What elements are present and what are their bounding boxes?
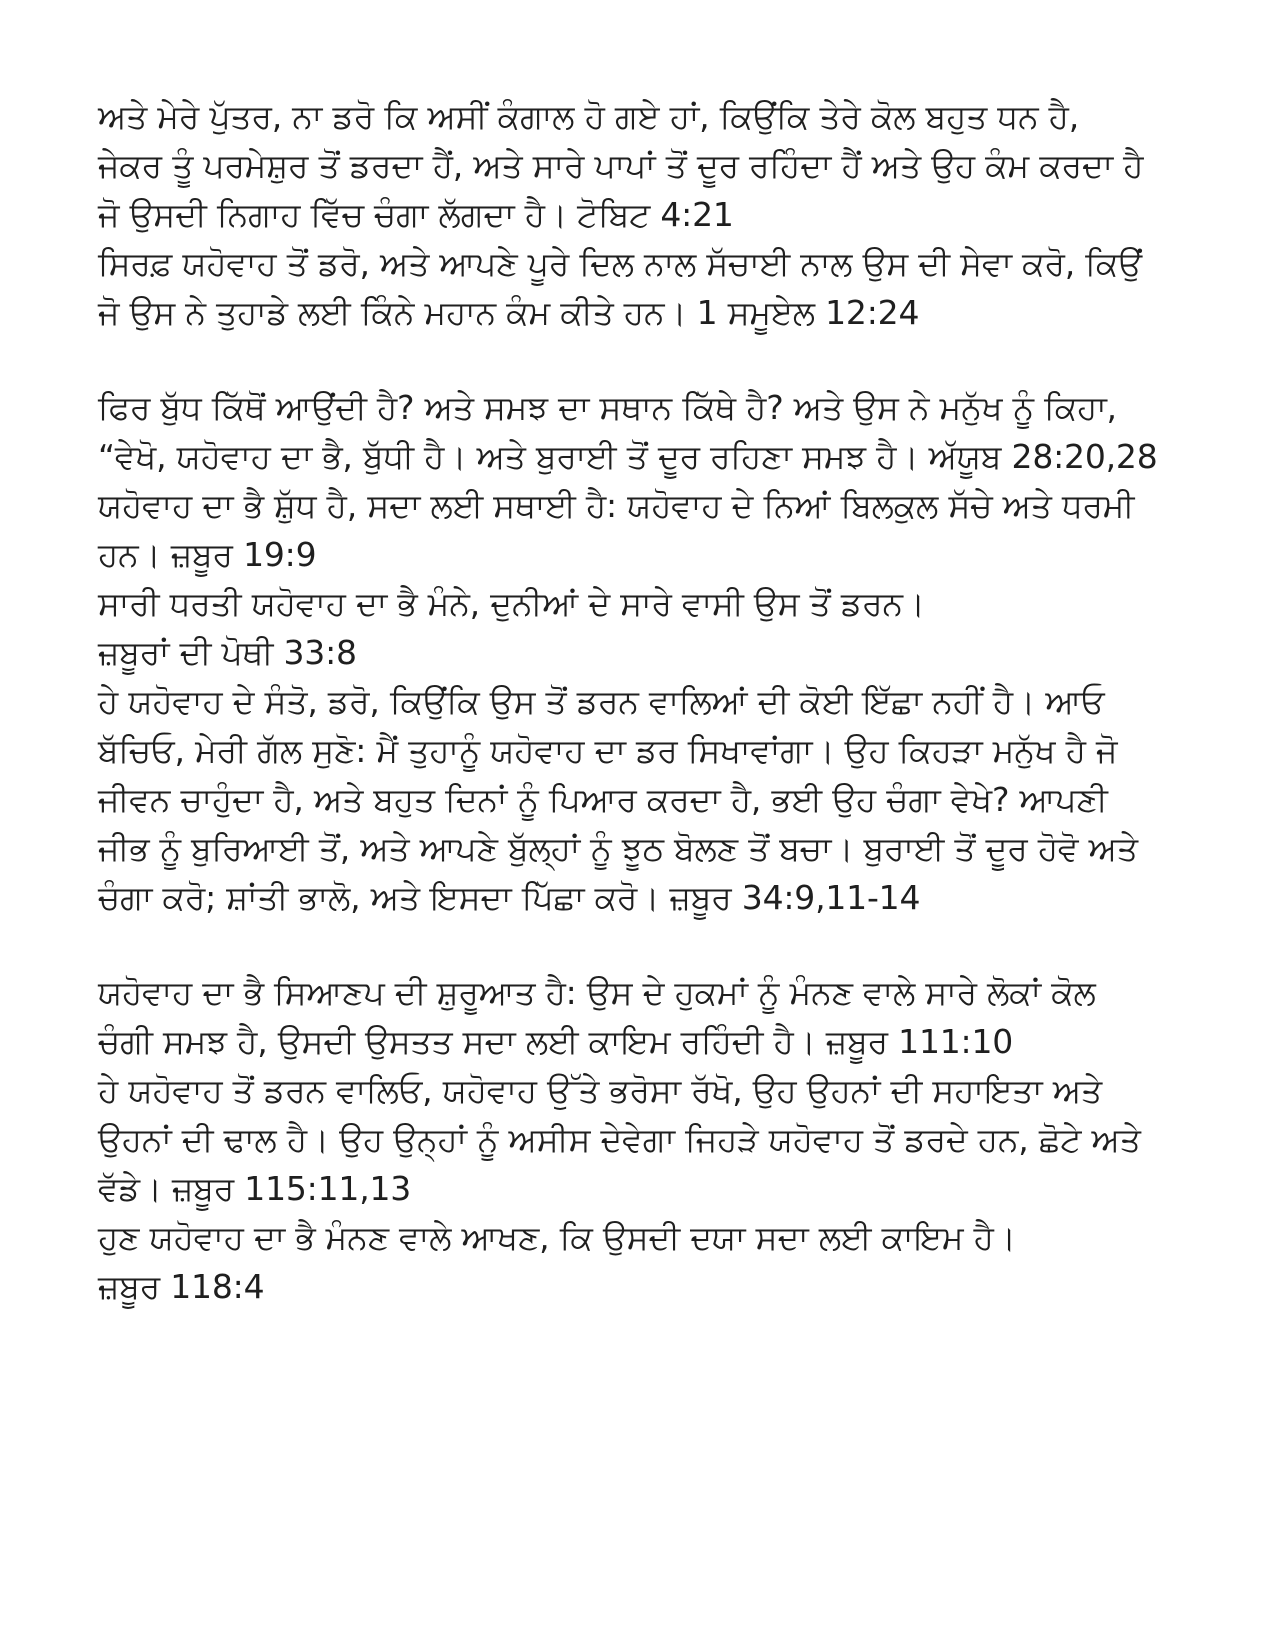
text-line: ਸਿਰਫ਼ ਯਹੋਵਾਹ ਤੋਂ ਡਰੋ, ਅਤੇ ਆਪਣੇ ਪੂਰੇ ਦਿਲ ਨਾਲ ਸੱਚਾਈ ਨਾਲ ਉਸ ਦੀ ਸੇਵਾ ਕਰੋ, ਕਿਉਂ [98, 244, 1142, 283]
text-line: ਫਿਰ ਬੁੱਧ ਕਿੱਥੋਂ ਆਉਂਦੀ ਹੈ? ਅਤੇ ਸਮਝ ਦਾ ਸਥਾਨ ਕਿੱਥੇ ਹੈ? ਅਤੇ ਉਸ ਨੇ ਮਨੁੱਖ ਨੂੰ ਕਿਹਾ, [98, 388, 1117, 427]
text-line: ਯਹੋਵਾਹ ਦਾ ਭੈ ਸ਼ੁੱਧ ਹੈ, ਸਦਾ ਲਈ ਸਥਾਈ ਹੈ: ਯਹੋਵਾਹ ਦੇ ਨਿਆਂ ਬਿਲਕੁਲ ਸੱਚੇ ਅਤੇ ਧਰਮੀ [98, 486, 1135, 525]
text-line: ਅਤੇ ਮੇਰੇ ਪੁੱਤਰ, ਨਾ ਡਰੋ ਕਿ ਅਸੀਂ ਕੰਗਾਲ ਹੋ ਗਏ ਹਾਂ, ਕਿਉਂਕਿ ਤੇਰੇ ਕੋਲ ਬਹੁਤ ਧਨ ਹੈ, [98, 97, 1080, 136]
paragraph-3 [98, 968, 1228, 1311]
text-line: ਯਹੋਵਾਹ ਦਾ ਭੈ ਸਿਆਣਪ ਦੀ ਸ਼ੁਰੂਆਤ ਹੈ: ਉਸ ਦੇ ਹੁਕਮਾਂ ਨੂੰ ਮੰਨਣ ਵਾਲੇ ਸਾਰੇ ਲੋਕਾਂ ਕੋਲ [98, 973, 1096, 1012]
text-line: ਜੀਭ ਨੂੰ ਬੁਰਿਆਈ ਤੋਂ, ਅਤੇ ਆਪਣੇ ਬੁੱਲ੍ਹਾਂ ਨੂੰ ਝੂਠ ਬੋਲਣ ਤੋਂ ਬਚਾ। ਬੁਰਾਈ ਤੋਂ ਦੂਰ ਹੋਵੋ ਅਤੇ [98, 829, 1138, 868]
text-line: ਵੱਡੇ। ਜ਼ਬੂਰ 115:11,13 [98, 1169, 412, 1208]
text-line: ਹੇ ਯਹੋਵਾਹ ਤੋਂ ਡਰਨ ਵਾਲਿਓ, ਯਹੋਵਾਹ ਉੱਤੇ ਭਰੋਸਾ ਰੱਖੋ, ਉਹ ਉਹਨਾਂ ਦੀ ਸਹਾਇਤਾ ਅਤੇ [98, 1071, 1102, 1110]
text-line: ਹਨ। ਜ਼ਬੂਰ 19:9 [98, 535, 317, 574]
text-line: ਹੇ ਯਹੋਵਾਹ ਦੇ ਸੰਤੋ, ਡਰੋ, ਕਿਉਂਕਿ ਉਸ ਤੋਂ ਡਰਨ ਵਾਲਿਆਂ ਦੀ ਕੋਈ ਇੱਛਾ ਨਹੀਂ ਹੈ। ਆਓ [98, 682, 1105, 721]
text-line: ਜੀਵਨ ਚਾਹੁੰਦਾ ਹੈ, ਅਤੇ ਬਹੁਤ ਦਿਨਾਂ ਨੂੰ ਪਿਆਰ ਕਰਦਾ ਹੈ, ਭਈ ਉਹ ਚੰਗਾ ਵੇਖੇ? ਆਪਣੀ [98, 780, 1108, 819]
paragraph-spacer [98, 922, 1228, 968]
text-line: ਜ਼ਬੂਰਾਂ ਦੀ ਪੋਥੀ 33:8 [98, 633, 357, 672]
text-line: ਬੱਚਿਓ, ਮੇਰੀ ਗੱਲ ਸੁਣੋ: ਮੈਂ ਤੁਹਾਨੂੰ ਯਹੋਵਾਹ ਦਾ ਡਰ ਸਿਖਾਵਾਂਗਾ। ਉਹ ਕਿਹੜਾ ਮਨੁੱਖ ਹੈ ਜੋ [98, 731, 1118, 770]
paragraph-spacer [98, 337, 1228, 383]
text-line: ਉਹਨਾਂ ਦੀ ਢਾਲ ਹੈ। ਉਹ ਉਨ੍ਹਾਂ ਨੂੰ ਅਸੀਸ ਦੇਵੇਗਾ ਜਿਹੜੇ ਯਹੋਵਾਹ ਤੋਂ ਡਰਦੇ ਹਨ, ਛੋਟੇ ਅਤੇ [98, 1120, 1141, 1159]
text-line: ਸਾਰੀ ਧਰਤੀ ਯਹੋਵਾਹ ਦਾ ਭੈ ਮੰਨੇ, ਦੁਨੀਆਂ ਦੇ ਸਾਰੇ ਵਾਸੀ ਉਸ ਤੋਂ ਡਰਨ। [98, 584, 925, 623]
text-line: ਜੇਕਰ ਤੂੰ ਪਰਮੇਸ਼ੁਰ ਤੋਂ ਡਰਦਾ ਹੈਂ, ਅਤੇ ਸਾਰੇ ਪਾਪਾਂ ਤੋਂ ਦੂਰ ਰਹਿੰਦਾ ਹੈਂ ਅਤੇ ਉਹ ਕੰਮ ਕਰਦਾ ਹੈ [98, 146, 1144, 185]
text-line: “ਵੇਖੋ, ਯਹੋਵਾਹ ਦਾ ਭੈ, ਬੁੱਧੀ ਹੈ। ਅਤੇ ਬੁਰਾਈ ਤੋਂ ਦੂਰ ਰਹਿਣਾ ਸਮਝ ਹੈ। ਅੱਯੂਬ 28:20,28 [98, 437, 1158, 476]
paragraph-2 [98, 383, 1228, 922]
text-line: ਚੰਗਾ ਕਰੋ; ਸ਼ਾਂਤੀ ਭਾਲੋ, ਅਤੇ ਇਸਦਾ ਪਿੱਛਾ ਕਰੋ। ਜ਼ਬੂਰ 34:9,11-14 [98, 878, 921, 917]
text-line: ਹੁਣ ਯਹੋਵਾਹ ਦਾ ਭੈ ਮੰਨਣ ਵਾਲੇ ਆਖਣ, ਕਿ ਉਸਦੀ ਦਯਾ ਸਦਾ ਲਈ ਕਾਇਮ ਹੈ। [98, 1218, 1016, 1257]
text-line: ਜੋ ਉਸਦੀ ਨਿਗਾਹ ਵਿੱਚ ਚੰਗਾ ਲੱਗਦਾ ਹੈ। ਟੋਬਿਟ 4:21 [98, 195, 734, 234]
paragraph-1 [98, 92, 1228, 337]
text-line: ਜੋ ਉਸ ਨੇ ਤੁਹਾਡੇ ਲਈ ਕਿੰਨੇ ਮਹਾਨ ਕੰਮ ਕੀਤੇ ਹਨ। 1 ਸਮੂਏਲ 12:24 [98, 293, 920, 332]
document-page [98, 92, 1228, 1311]
text-line: ਜ਼ਬੂਰ 118:4 [98, 1267, 265, 1306]
text-line: ਚੰਗੀ ਸਮਝ ਹੈ, ਉਸਦੀ ਉਸਤਤ ਸਦਾ ਲਈ ਕਾਇਮ ਰਹਿੰਦੀ ਹੈ। ਜ਼ਬੂਰ 111:10 [98, 1022, 1014, 1061]
